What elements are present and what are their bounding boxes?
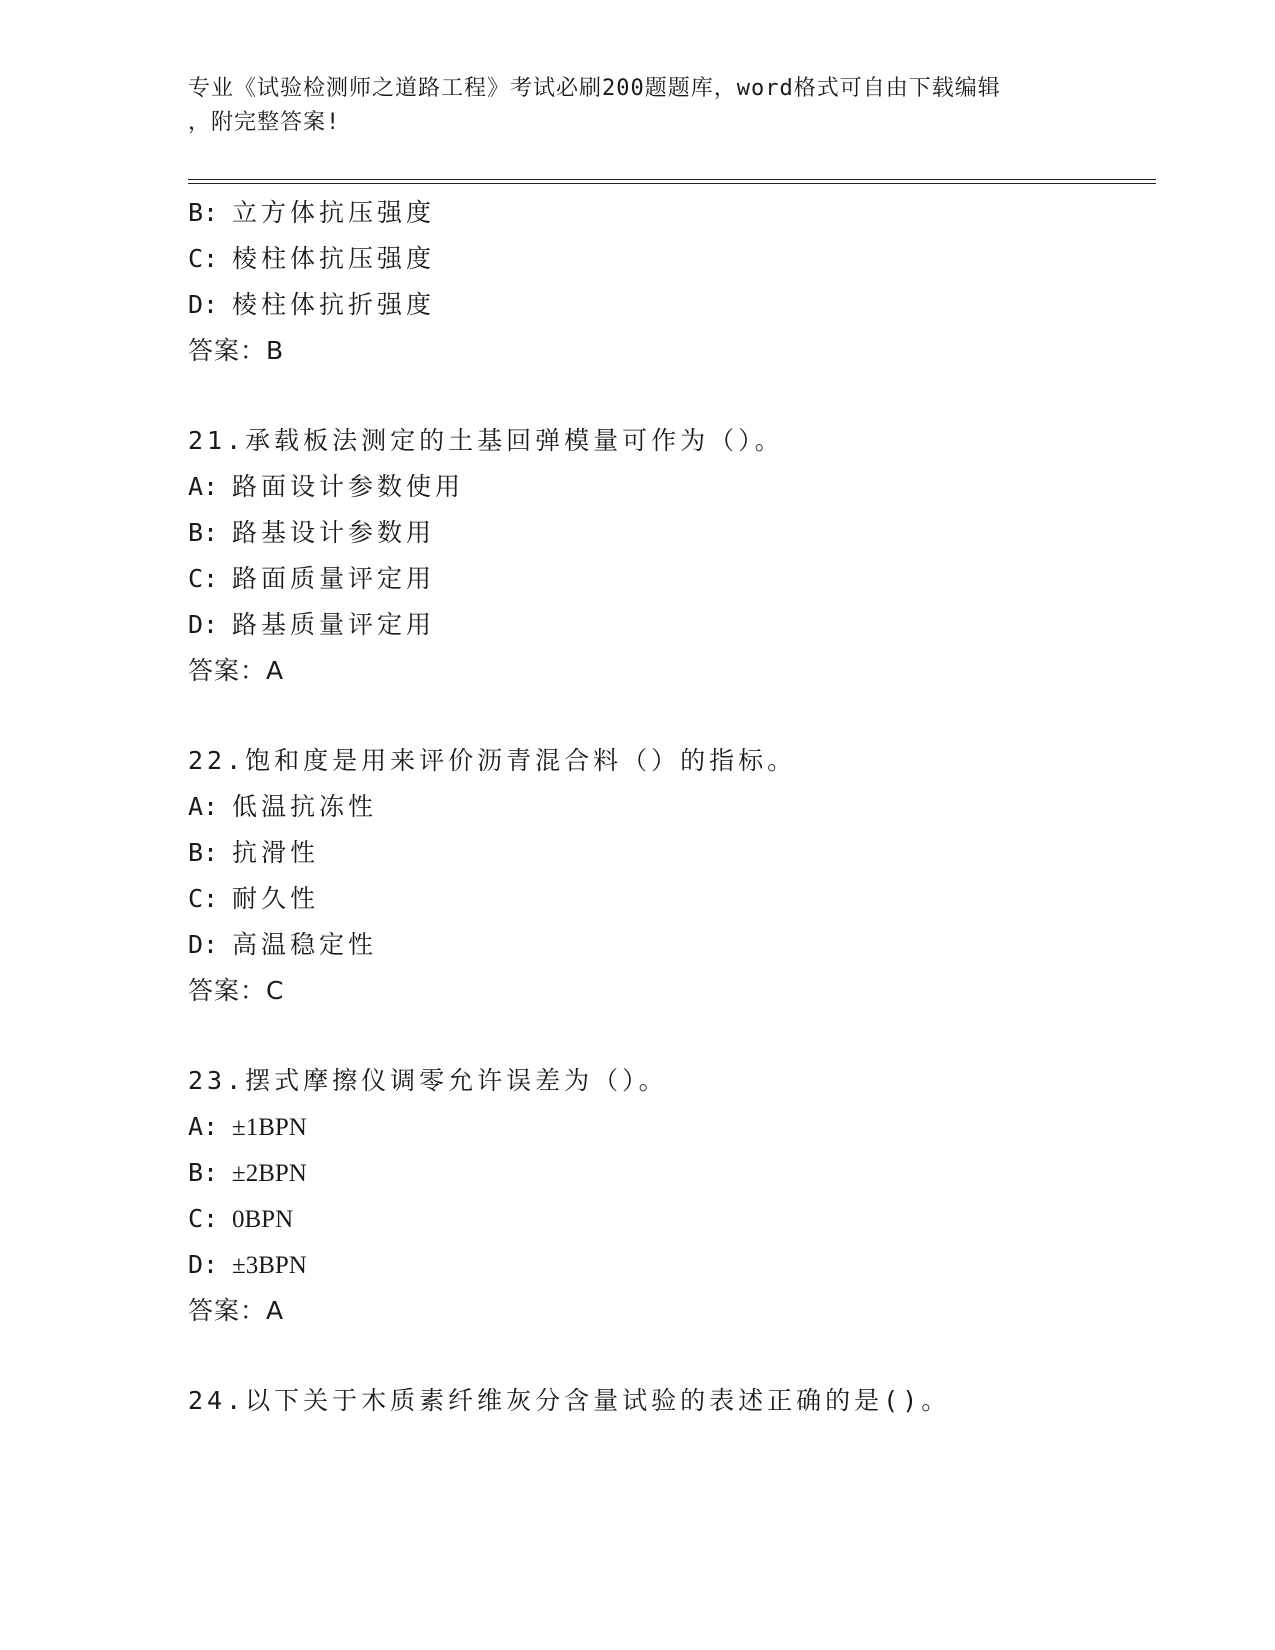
header-title-line-2: ，附完整答案! [188, 110, 341, 135]
option-d [188, 1242, 1156, 1288]
spacer [188, 1334, 1156, 1378]
option-label: A: [188, 1112, 219, 1141]
answer-line: 答案：C [188, 976, 285, 1005]
option-c [188, 556, 1156, 602]
option-text: 路面质量评定用 [232, 564, 436, 593]
option-text: 高温稳定性 [232, 930, 378, 959]
option-text: 路基质量评定用 [232, 610, 436, 639]
spacer [188, 694, 1156, 738]
spacer [188, 1014, 1156, 1058]
option-text: ±3BPN [232, 1252, 307, 1279]
option-label: D: [188, 290, 219, 319]
option-label: B: [188, 198, 219, 227]
option-text: 立方体抗压强度 [232, 198, 436, 227]
document-header [188, 72, 1088, 140]
option-label: C: [188, 884, 219, 913]
option-text: 路基设计参数用 [232, 518, 436, 547]
option-text: ±1BPN [232, 1114, 307, 1141]
option-label: B: [188, 1158, 219, 1187]
option-text: 棱柱体抗折强度 [232, 290, 436, 319]
option-label: D: [188, 930, 219, 959]
option-c [188, 876, 1156, 922]
option-label: C: [188, 1204, 219, 1233]
header-double-rule [188, 179, 1156, 184]
option-text: 0BPN [232, 1206, 294, 1233]
option-text: 路面设计参数使用 [232, 472, 465, 501]
question-text: 22.饱和度是用来评价沥青混合料（）的指标。 [188, 746, 797, 775]
option-b [188, 510, 1156, 556]
answer-line: 答案：B [188, 336, 285, 365]
option-a [188, 784, 1156, 830]
question-block-20 [188, 190, 1156, 374]
option-label: D: [188, 1250, 219, 1279]
answer-line: 答案：A [188, 1296, 285, 1325]
option-c [188, 1196, 1156, 1242]
question-list [188, 190, 1156, 1424]
header-title-line-1: 专业《试验检测师之道路工程》考试必刷200题题库，word格式可自由下载编辑 [188, 76, 1001, 101]
option-text: 耐久性 [232, 884, 320, 913]
option-text: 低温抗冻性 [232, 792, 378, 821]
option-a [188, 464, 1156, 510]
option-d [188, 282, 1156, 328]
spacer [188, 374, 1156, 418]
option-text: ±2BPN [232, 1160, 307, 1187]
option-label: B: [188, 838, 219, 867]
question-block-22 [188, 738, 1156, 1014]
option-c [188, 236, 1156, 282]
option-b [188, 830, 1156, 876]
question-text: 24.以下关于木质素纤维灰分含量试验的表述正确的是()。 [188, 1386, 951, 1415]
option-b [188, 1150, 1156, 1196]
answer-line: 答案：A [188, 656, 285, 685]
option-label: A: [188, 472, 219, 501]
question-block-23 [188, 1058, 1156, 1334]
option-label: A: [188, 792, 219, 821]
option-a [188, 1104, 1156, 1150]
question-block-24 [188, 1378, 1156, 1424]
option-label: C: [188, 564, 219, 593]
question-block-21 [188, 418, 1156, 694]
option-text: 棱柱体抗压强度 [232, 244, 436, 273]
option-label: C: [188, 244, 219, 273]
option-label: B: [188, 518, 219, 547]
option-label: D: [188, 610, 219, 639]
question-text: 21.承载板法测定的土基回弹模量可作为（）。 [188, 426, 784, 455]
option-d [188, 922, 1156, 968]
option-b [188, 190, 1156, 236]
option-text: 抗滑性 [232, 838, 320, 867]
option-d [188, 602, 1156, 648]
question-text: 23.摆式摩擦仪调零允许误差为（）。 [188, 1066, 668, 1095]
